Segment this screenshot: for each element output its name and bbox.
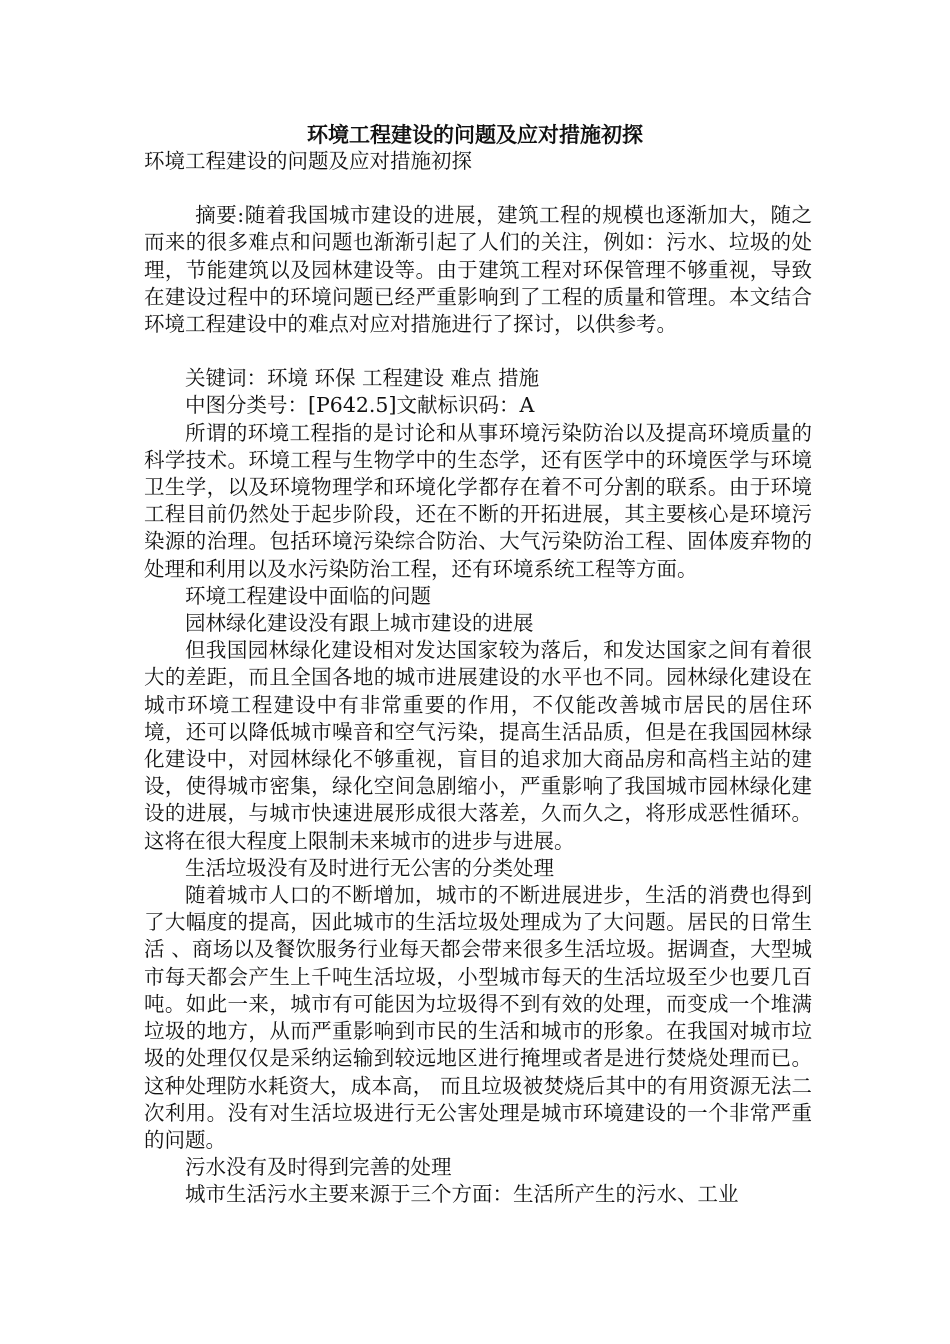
section-heading: 环境工程建设中面临的问题 xyxy=(185,583,431,608)
sewage-paragraph: 城市生活污水主要来源于三个方面：生活所产生的污水、工业 xyxy=(185,1182,739,1207)
classification-line: 中图分类号：[P642.5]文献标识码：A xyxy=(185,393,535,418)
section-heading: 污水没有及时得到完善的处理 xyxy=(185,1155,452,1180)
document-body xyxy=(144,148,812,1209)
greening-paragraph: 但我国园林绿化建设相对发达国家较为落后，和发达国家之间有着很大的差距，而且全国各地的城市进展建设的水平也不同。园林绿化建设在城市环境工程建设中有非常重要的作用，不仅能改善城市居民的居住环境，还可以降低城市噪音和空气污染，提高生活品质，但是在我国园林绿化建设中，对园林绿化不够重视，盲目的追求加大商品房和高档主站的建设，使得城市密集，绿化空间急剧缩小，严重影响了我国城市园林绿化建设的进展，与城市快速进展形成很大落差，久而久之，将形成恶性循环。这将在很大程度上限制未来城市的进步与进展。 xyxy=(144,638,812,853)
garbage-paragraph: 随着城市人口的不断增加，城市的不断进展进步，生活的消费也得到了大幅度的提高，因此城市的生活垃圾处理成为了大问题。居民的日常生活 、商场以及餐饮服务行业每天都会带来很多生活垃圾。据调查，大型城市每天都会产生上千吨生活垃圾，小型城市每天的生活垃圾至少也要几百吨。如此一来，城市有可能因为垃圾得不到有效的处理，而变成一个堆满垃圾的地方，从而严重影响到市民的生活和城市的形象。在我国对城市垃圾的处理仅仅是采纳运输到较远地区进行掩埋或者是进行焚烧处理而已。这种处理防水耗资大，成本高， 而且垃圾被焚烧后其中的有用资源无法二次利用。没有对生活垃圾进行无公害处理是城市环境建设的一个非常严重的问题。 xyxy=(144,883,812,1152)
spacer xyxy=(144,338,812,365)
spacer xyxy=(144,175,812,202)
document-title: 环境工程建设的问题及应对措施初探 xyxy=(307,122,643,147)
document-subtitle: 环境工程建设的问题及应对措施初探 xyxy=(144,149,472,173)
section-heading: 生活垃圾没有及时进行无公害的分类处理 xyxy=(185,855,554,880)
abstract-paragraph: 摘要:随着我国城市建设的进展，建筑工程的规模也逐渐加大，随之而来的很多难点和问题也渐渐引起了人们的关注，例如：污水、垃圾的处理，节能建筑以及园林建设等。由于建筑工程对环保管理不够重视，导致在建设过程中的环境问题已经严重影响到了工程的质量和管理。本文结合环境工程建设中的难点对应对措施进行了探讨，以供参考。 xyxy=(144,203,812,337)
keywords-line: 关键词：环境 环保 工程建设 难点 措施 xyxy=(185,366,540,391)
intro-paragraph: 所谓的环境工程指的是讨论和从事环境污染防治以及提高环境质量的科学技术。环境工程与生物学中的生态学，还有医学中的环境医学与环境卫生学，以及环境物理学和环境化学都存在着不可分割的联系。由于环境工程目前仍然处于起步阶段，还在不断的开拓进展，其主要核心是环境污染源的治理。包括环境污染综合防治、大气污染防治工程、固体废弃物的处理和利用以及水污染防治工程，还有环境系统工程等方面。 xyxy=(144,420,812,581)
section-heading: 园林绿化建设没有跟上城市建设的进展 xyxy=(185,611,534,636)
